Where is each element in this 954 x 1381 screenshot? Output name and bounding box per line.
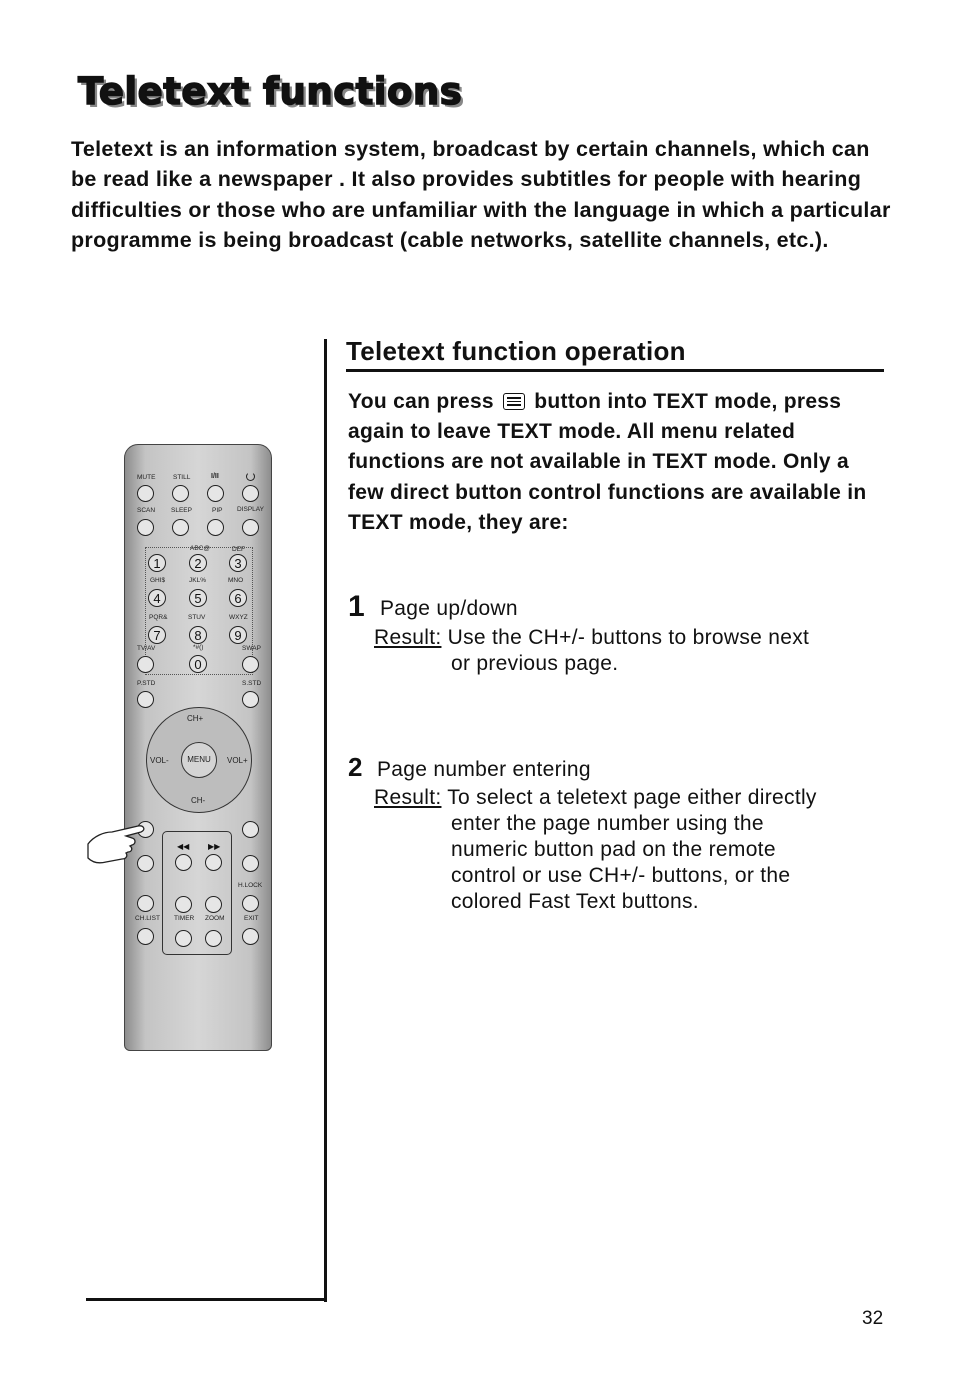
direction-pad xyxy=(146,707,252,813)
reveal-button xyxy=(205,854,222,871)
mute-button xyxy=(137,485,154,502)
power-icon xyxy=(246,472,255,481)
ch-down-key: CH- xyxy=(191,796,206,805)
digit-button: 1 xyxy=(148,554,166,572)
remote-label: SLEEP xyxy=(171,507,192,514)
vol-down-key: VOL- xyxy=(150,756,169,765)
remote-label: DEF xyxy=(232,546,245,553)
bottom-divider xyxy=(86,1298,327,1301)
result-label: Result: xyxy=(374,626,442,649)
digit-button: 9 xyxy=(229,626,247,644)
fast-forward-icon: ▶▶ xyxy=(208,842,221,851)
remote-label: PIP xyxy=(212,507,223,514)
size-button xyxy=(175,854,192,871)
pointing-hand-icon xyxy=(86,818,150,868)
step-result xyxy=(374,625,894,677)
vol-up-key: VOL+ xyxy=(227,756,248,765)
lead-text-end: button into TEXT mode, press again to leave TEXT mode. All menu related functions are not available in TEXT mode. Only a few direct button control functions are available in TEXT mode, they are: xyxy=(348,390,867,534)
remote-label: MUTE xyxy=(137,474,156,481)
remote-label: ABC@ xyxy=(190,545,210,552)
sleep-button xyxy=(172,519,189,536)
result-text-rest: enter the page number using the numeric button pad on the remote control or use CH+/- buttons, or the colored Fast Text buttons. xyxy=(451,812,791,913)
digit-button: 8 xyxy=(189,626,207,644)
up-arrow-button xyxy=(137,895,154,912)
remote-label: PQR& xyxy=(149,614,168,621)
digit-button: 4 xyxy=(148,589,166,607)
remote-label: JKL% xyxy=(189,577,206,584)
remote-control-illustration xyxy=(124,444,272,1051)
lead-text-start: You can press xyxy=(348,390,494,413)
remote-label: ZOOM xyxy=(205,915,225,922)
index-button xyxy=(205,930,222,947)
lead-paragraph xyxy=(348,387,888,538)
remote-label: TV/AV xyxy=(137,645,156,652)
remote-label: WXYZ xyxy=(229,614,248,621)
ch-up-key: CH+ xyxy=(187,714,204,723)
remote-label: STUV xyxy=(188,614,206,621)
teletext-mix-button xyxy=(242,821,259,838)
digit-button: 6 xyxy=(229,589,247,607)
result-text-rest: or previous page. xyxy=(451,652,619,675)
step-number: 2 xyxy=(348,752,363,782)
remote-label: MNO xyxy=(228,577,244,584)
digit-button: 0 xyxy=(189,655,207,673)
swap-button xyxy=(242,656,259,673)
right-arrow-button xyxy=(205,896,222,913)
tv-radio-button xyxy=(207,485,224,502)
remote-label: *#() xyxy=(193,644,204,651)
step-title: Page up/down xyxy=(380,597,518,620)
result-text-line1: To select a teletext page either directly xyxy=(447,786,817,809)
intro-paragraph: Teletext is an information system, broadcast by certain channels, which can be read like a newspaper . It also provides subtitles for people with hearing difficulties or those who are unfamiliar with the language in which a particular programme is being broadcast (cable networks, satellite channels, etc.). xyxy=(71,137,891,252)
display-button xyxy=(242,519,259,536)
exit-button xyxy=(242,928,259,945)
left-arrow-button xyxy=(175,896,192,913)
digit-button: 7 xyxy=(148,626,166,644)
section-title: Teletext function operation xyxy=(346,336,686,366)
remote-label: I/II xyxy=(211,473,219,480)
remote-label: GHI$ xyxy=(150,577,166,584)
remote-label: SCAN xyxy=(137,507,156,514)
remote-label: SWAP xyxy=(242,645,261,652)
text-button-icon xyxy=(503,393,525,410)
digit-button: 5 xyxy=(189,589,207,607)
remote-label: DISPLAY xyxy=(237,506,264,513)
hold-button xyxy=(175,930,192,947)
menu-label: MENU xyxy=(187,755,211,764)
remote-label: H.LOCK xyxy=(238,882,263,889)
remote-label: STILL xyxy=(173,474,191,481)
step-result xyxy=(374,785,914,915)
remote-label: P.STD xyxy=(137,680,156,687)
still-button xyxy=(172,485,189,502)
remote-label: EXIT xyxy=(244,915,259,922)
section-rule xyxy=(346,369,884,372)
remote-label: TIMER xyxy=(174,915,195,922)
vertical-divider xyxy=(324,339,327,1302)
cancel-button xyxy=(242,855,259,872)
remote-label: CH.LIST xyxy=(135,915,160,922)
pip-button xyxy=(207,519,224,536)
down-arrow-button xyxy=(137,928,154,945)
sound-standard-button xyxy=(242,691,259,708)
power-button xyxy=(242,485,259,502)
step-number: 1 xyxy=(348,590,365,623)
picture-standard-button xyxy=(137,691,154,708)
digit-button: 3 xyxy=(229,554,247,572)
menu-key xyxy=(181,742,217,778)
rewind-icon: ◀◀ xyxy=(177,842,190,851)
page-title: Teletext functions xyxy=(78,70,463,113)
tv-av-button xyxy=(137,656,154,673)
step-title: Page number entering xyxy=(377,758,591,781)
remote-label: S.STD xyxy=(242,680,262,687)
return-button xyxy=(242,895,259,912)
teletext-control-panel xyxy=(162,831,232,955)
result-label: Result: xyxy=(374,786,442,809)
page-number: 32 xyxy=(862,1308,884,1329)
scan-button xyxy=(137,519,154,536)
result-text-line1: Use the CH+/- buttons to browse next xyxy=(447,626,810,649)
digit-button: 2 xyxy=(189,554,207,572)
